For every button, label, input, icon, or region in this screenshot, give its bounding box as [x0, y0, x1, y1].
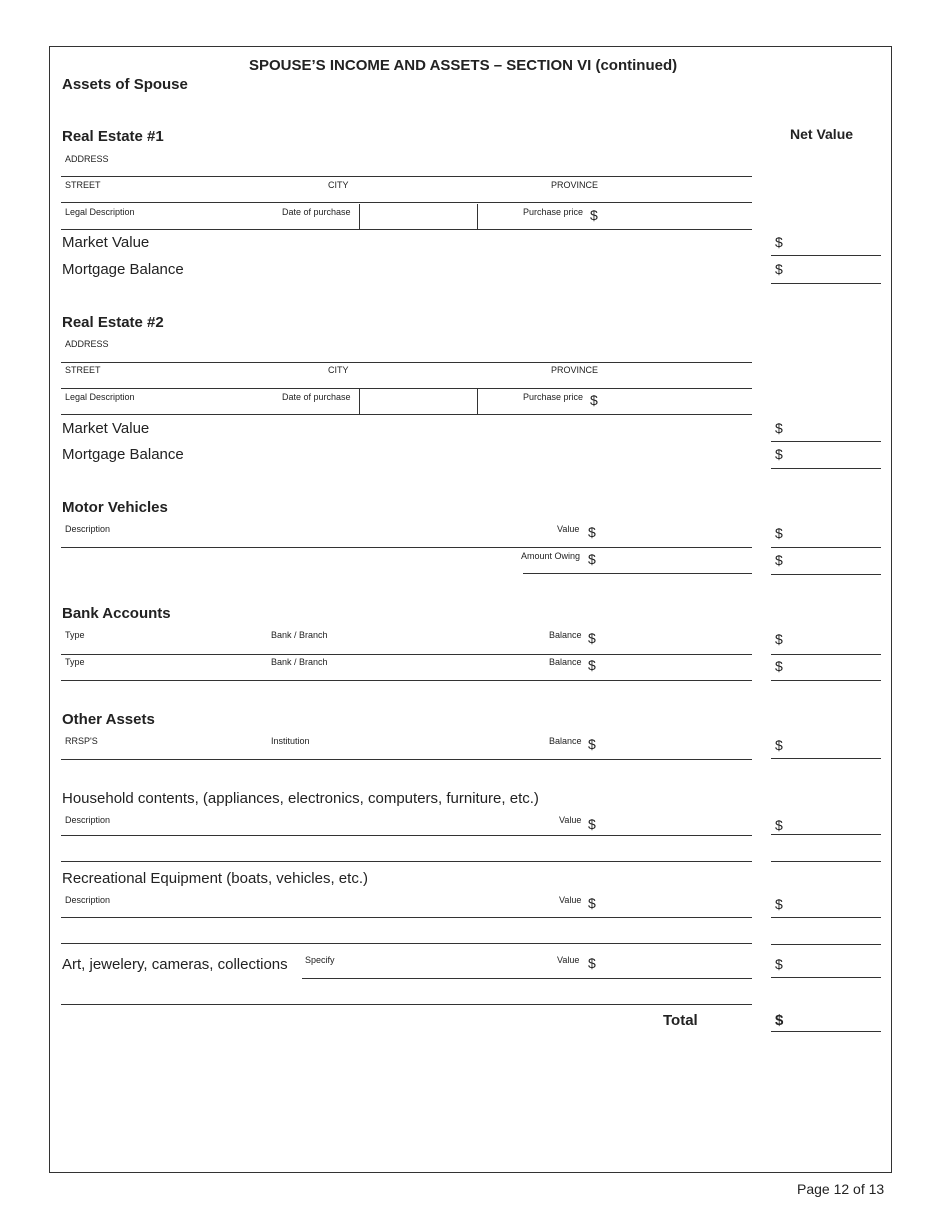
household-heading: Household contents, (appliances, electronics, computers, furniture, etc.) — [62, 790, 539, 807]
mv-amount-owing-currency: $ — [588, 551, 596, 567]
ba2-net-value-input[interactable] — [788, 660, 880, 676]
re2-legal-line — [61, 414, 752, 415]
art-value-input[interactable] — [600, 958, 750, 974]
rrsp-line — [61, 759, 752, 760]
re1-mortgage-currency: $ — [775, 261, 783, 277]
household-description-input[interactable] — [118, 818, 550, 834]
motor-vehicles-heading: Motor Vehicles — [62, 499, 168, 516]
art-net-currency: $ — [775, 956, 783, 972]
re1-purchase-price-input[interactable] — [602, 210, 750, 226]
household-line-2 — [61, 861, 752, 862]
household-extra-net-input[interactable] — [775, 843, 880, 859]
re2-market-value-currency: $ — [775, 420, 783, 436]
household-description-label: Description — [65, 815, 111, 825]
re2-legal-input[interactable] — [140, 396, 278, 412]
re1-address-label: ADDRESS — [65, 154, 109, 164]
rrsp-net-value-input[interactable] — [788, 740, 880, 756]
re2-city-label: CITY — [328, 365, 349, 375]
re2-market-value-line — [771, 441, 881, 442]
recreational-heading: Recreational Equipment (boats, vehicles, etc.) — [62, 870, 368, 887]
ba2-net-currency: $ — [775, 658, 783, 674]
re1-purchase-price-currency: $ — [590, 207, 598, 223]
recreational-extra-net-input[interactable] — [775, 925, 880, 941]
recreational-line-2 — [61, 943, 752, 944]
ba1-bank-input[interactable] — [334, 634, 542, 650]
rrsp-input[interactable] — [104, 740, 264, 756]
total-label: Total — [663, 1012, 698, 1029]
re1-street-line — [61, 202, 752, 203]
household-value-currency: $ — [588, 816, 596, 832]
ba1-net-value-line — [771, 654, 881, 655]
re2-province-label: PROVINCE — [551, 365, 599, 375]
rrsp-net-currency: $ — [775, 737, 783, 753]
re1-market-value-label: Market Value — [62, 234, 150, 251]
ba2-line — [61, 680, 752, 681]
re2-mortgage-input[interactable] — [788, 448, 880, 464]
ba1-line — [61, 654, 752, 655]
rrsp-balance-input[interactable] — [600, 740, 750, 756]
re1-mortgage-input[interactable] — [788, 263, 880, 279]
mv-amount-owing-label: Amount Owing — [521, 551, 581, 561]
recreational-extra-input[interactable] — [64, 925, 750, 941]
re2-date-label: Date of purchase — [282, 392, 351, 402]
ba1-type-label: Type — [65, 630, 85, 640]
recreational-net-value-input[interactable] — [788, 898, 880, 914]
recreational-extra-net-line — [771, 944, 881, 945]
ba2-type-input[interactable] — [92, 660, 264, 676]
re1-date-input[interactable] — [362, 210, 474, 226]
re1-city-label: CITY — [328, 180, 349, 190]
ba1-balance-input[interactable] — [600, 634, 750, 650]
household-line-1 — [61, 835, 752, 836]
art-specify-line — [302, 978, 752, 979]
net-value-heading: Net Value — [790, 126, 854, 142]
page-title: SPOUSE’S INCOME AND ASSETS – SECTION VI (continued) — [249, 57, 678, 74]
ba2-balance-input[interactable] — [600, 660, 750, 676]
re2-market-value-label: Market Value — [62, 420, 150, 437]
real-estate-1-heading: Real Estate #1 — [62, 128, 164, 145]
re2-street-line — [61, 388, 752, 389]
mv-net-value-input[interactable] — [788, 528, 880, 544]
art-net-value-input[interactable] — [788, 958, 880, 974]
ba1-bank-label: Bank / Branch — [271, 630, 328, 640]
ba2-balance-label: Balance — [549, 657, 582, 667]
re1-street-input[interactable] — [108, 185, 323, 201]
mv-description-line — [61, 547, 752, 548]
re1-address-line — [61, 176, 752, 177]
art-line-2 — [61, 1004, 752, 1005]
ba1-balance-label: Balance — [549, 630, 582, 640]
re2-street-input[interactable] — [108, 370, 323, 386]
re1-province-label: PROVINCE — [551, 180, 599, 190]
re1-mortgage-label: Mortgage Balance — [62, 261, 184, 278]
household-extra-input[interactable] — [64, 843, 750, 859]
art-specify-input[interactable] — [345, 958, 550, 974]
ba1-net-value-input[interactable] — [788, 634, 880, 650]
re1-market-value-input[interactable] — [788, 236, 880, 252]
re1-street-label: STREET — [65, 180, 101, 190]
re1-market-value-currency: $ — [775, 234, 783, 250]
re2-mortgage-currency: $ — [775, 446, 783, 462]
mv-net-currency: $ — [775, 525, 783, 541]
re2-date-divider-right — [477, 389, 478, 414]
mv-description-label: Description — [65, 524, 111, 534]
re2-purchase-price-currency: $ — [590, 392, 598, 408]
re2-province-input[interactable] — [602, 370, 750, 386]
recreational-description-label: Description — [65, 895, 111, 905]
ba2-net-value-line — [771, 680, 881, 681]
re1-address-input[interactable] — [120, 158, 750, 174]
other-assets-heading: Other Assets — [62, 711, 155, 728]
re2-street-label: STREET — [65, 365, 101, 375]
mv-value-input[interactable] — [600, 528, 750, 544]
mv-owing-net-input[interactable] — [788, 554, 880, 570]
mv-description-input[interactable] — [118, 528, 548, 544]
re2-address-input[interactable] — [120, 343, 750, 359]
mv-net-value-line — [771, 547, 881, 548]
total-line — [771, 1031, 881, 1032]
re2-legal-label: Legal Description — [65, 392, 135, 402]
re1-date-divider-right — [477, 204, 478, 229]
recreational-value-label: Value — [559, 895, 582, 905]
art-extra-input[interactable] — [64, 985, 750, 1001]
household-value-label: Value — [559, 815, 582, 825]
ba2-bank-input[interactable] — [334, 660, 542, 676]
re1-province-input[interactable] — [602, 185, 750, 201]
rrsp-balance-label: Balance — [549, 736, 582, 746]
re1-market-value-line — [771, 255, 881, 256]
bank-accounts-heading: Bank Accounts — [62, 605, 171, 622]
recreational-value-currency: $ — [588, 895, 596, 911]
re1-legal-label: Legal Description — [65, 207, 135, 217]
household-net-currency: $ — [775, 817, 783, 833]
recreational-description-input[interactable] — [118, 898, 550, 914]
mv-owing-net-line — [771, 574, 881, 575]
re2-purchase-price-input[interactable] — [602, 395, 750, 411]
household-extra-net-line — [771, 861, 881, 862]
re1-date-divider-left — [359, 204, 360, 229]
art-value-currency: $ — [588, 955, 596, 971]
re1-mortgage-line — [771, 283, 881, 284]
ba1-net-currency: $ — [775, 631, 783, 647]
page-number: Page 12 of 13 — [797, 1181, 885, 1197]
household-value-input[interactable] — [600, 818, 750, 834]
household-net-value-line — [771, 834, 881, 835]
household-net-value-input[interactable] — [788, 818, 880, 834]
re2-mortgage-line — [771, 468, 881, 469]
total-currency: $ — [775, 1012, 784, 1029]
mv-value-label: Value — [557, 524, 580, 534]
re2-mortgage-label: Mortgage Balance — [62, 446, 184, 463]
section-subtitle: Assets of Spouse — [62, 76, 188, 93]
re1-city-input[interactable] — [352, 185, 547, 201]
ba2-bank-label: Bank / Branch — [271, 657, 328, 667]
re2-address-label: ADDRESS — [65, 339, 109, 349]
mv-owing-net-currency: $ — [775, 552, 783, 568]
mv-amount-owing-line — [523, 573, 752, 574]
recreational-net-currency: $ — [775, 896, 783, 912]
re1-date-label: Date of purchase — [282, 207, 351, 217]
rrsp-balance-currency: $ — [588, 736, 596, 752]
re1-purchase-price-label: Purchase price — [523, 207, 584, 217]
ba1-type-input[interactable] — [92, 634, 264, 650]
re1-legal-line — [61, 229, 752, 230]
re2-address-line — [61, 362, 752, 363]
ba1-balance-currency: $ — [588, 630, 596, 646]
recreational-value-input[interactable] — [600, 898, 750, 914]
real-estate-2-heading: Real Estate #2 — [62, 314, 164, 331]
recreational-line-1 — [61, 917, 752, 918]
re1-legal-input[interactable] — [140, 211, 278, 227]
art-value-label: Value — [557, 955, 580, 965]
re2-purchase-price-label: Purchase price — [523, 392, 584, 402]
art-specify-label: Specify — [305, 955, 335, 965]
recreational-net-value-line — [771, 917, 881, 918]
re2-city-input[interactable] — [352, 370, 547, 386]
ba2-type-label: Type — [65, 657, 85, 667]
art-net-value-line — [771, 977, 881, 978]
rrsp-institution-input[interactable] — [318, 740, 542, 756]
ba2-balance-currency: $ — [588, 657, 596, 673]
re2-date-input[interactable] — [362, 395, 474, 411]
total-input[interactable] — [788, 1013, 880, 1029]
art-heading: Art, jewelery, cameras, collections — [62, 956, 288, 973]
re2-market-value-input[interactable] — [788, 422, 880, 438]
rrsp-label: RRSP'S — [65, 736, 98, 746]
rrsp-institution-label: Institution — [271, 736, 310, 746]
re2-date-divider-left — [359, 389, 360, 414]
rrsp-net-value-line — [771, 758, 881, 759]
mv-value-currency: $ — [588, 524, 596, 540]
mv-amount-owing-input[interactable] — [600, 554, 750, 570]
